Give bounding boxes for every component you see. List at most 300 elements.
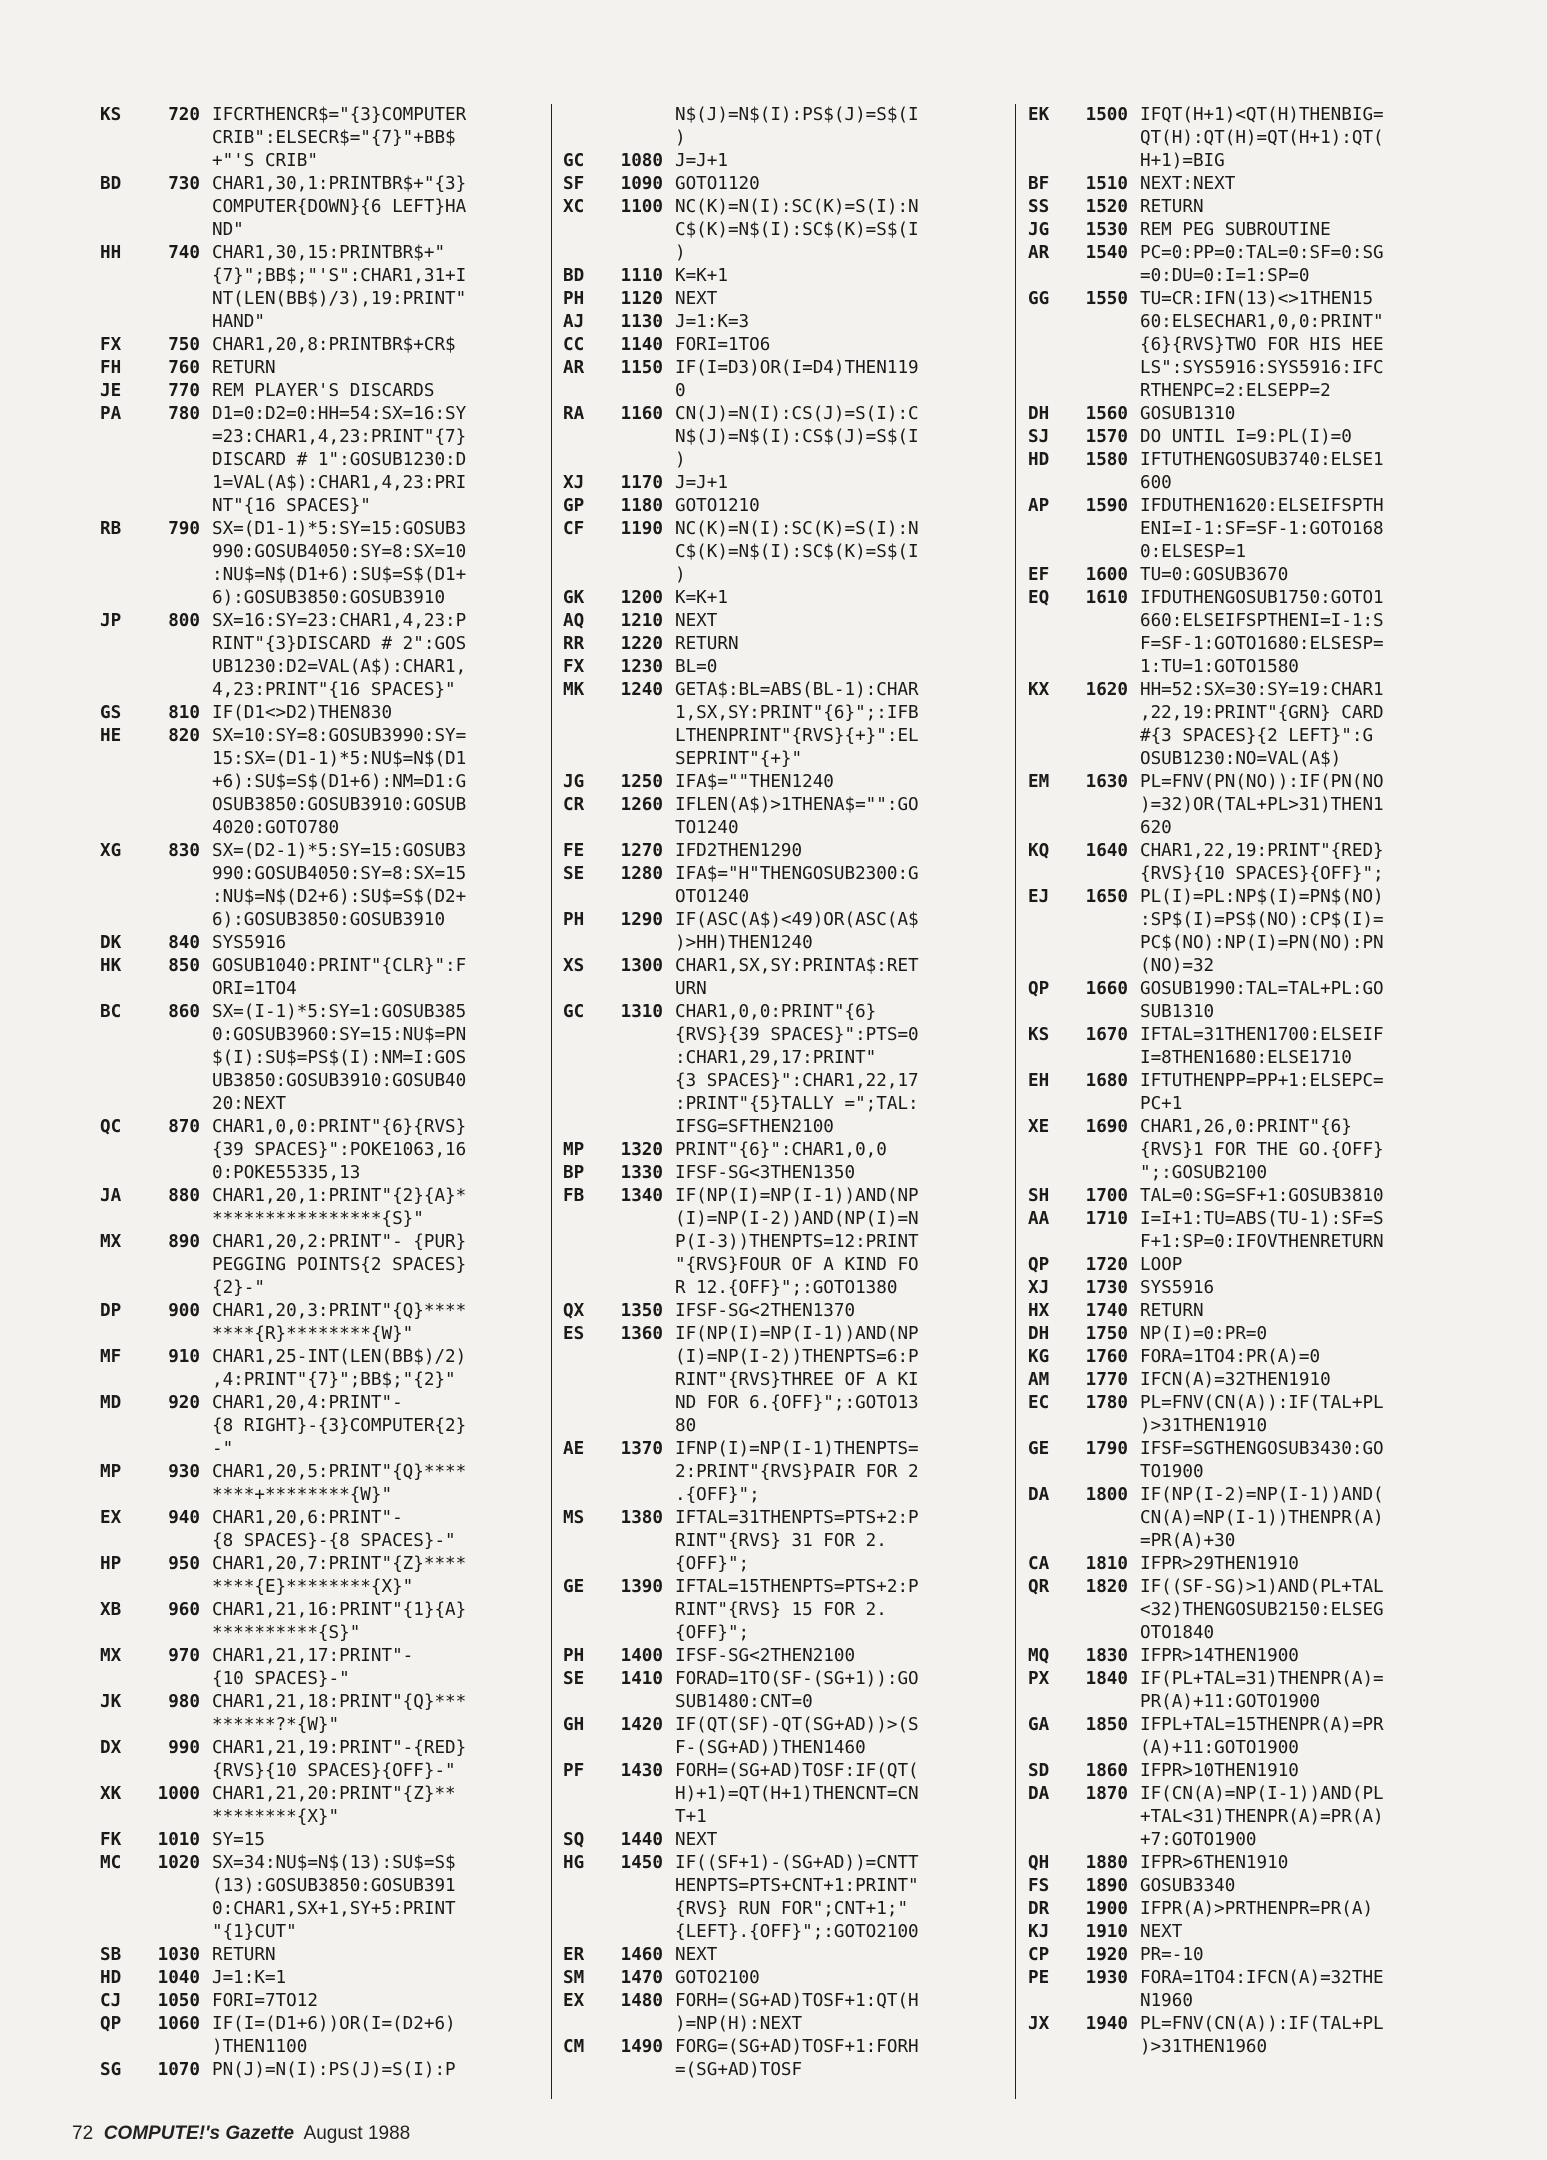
code-text <box>1140 1875 1468 1898</box>
line-number: 990 <box>168 1738 200 1758</box>
code-segment: SYS5916 <box>212 933 287 953</box>
issue-date: August 1988 <box>303 2123 411 2144</box>
code-line <box>563 955 1003 1001</box>
line-number: 1860 <box>1085 1761 1128 1781</box>
checksum: DH <box>1028 1324 1050 1344</box>
code-text <box>675 863 1003 909</box>
code-text <box>675 357 1003 403</box>
code-segment: SY=15 <box>212 1830 265 1850</box>
line-number: 1480 <box>620 1991 663 2011</box>
code-segment: IFD2THEN1290 <box>675 841 803 861</box>
checksum: GS <box>100 703 122 723</box>
line-number: 1490 <box>620 2037 663 2057</box>
checksum: SM <box>563 1968 585 1988</box>
line-number: 1370 <box>620 1439 663 1459</box>
line-number: 1010 <box>157 1830 200 1850</box>
code-line <box>1028 679 1468 771</box>
code-text <box>675 334 1003 357</box>
line-number: 1750 <box>1085 1324 1128 1344</box>
code-segment: CHAR1,20,3:PRINT"{Q}**** <box>212 1301 467 1321</box>
code-segment: DISCARD # 1":GOSUB1230:D <box>212 450 467 470</box>
code-line <box>100 2059 540 2082</box>
line-number: 880 <box>168 1186 200 1206</box>
code-segment: NEXT <box>675 1945 718 1965</box>
line-number: 1350 <box>620 1301 663 1321</box>
code-line <box>100 840 540 932</box>
code-segment: H)+1)=QT(H+1)THENCNT=CN <box>675 1784 919 1804</box>
code-text <box>675 1852 1003 1944</box>
code-text <box>1140 679 1468 771</box>
checksum: MX <box>100 1232 122 1252</box>
code-line <box>1028 1576 1468 1645</box>
code-segment: IF(NP(I)=NP(I-1))AND(NP <box>675 1186 919 1206</box>
checksum: BD <box>563 266 585 286</box>
code-text <box>212 380 540 403</box>
checksum: AE <box>563 1439 585 1459</box>
code-segment: 990:GOSUB4050:SY=8:SX=10 <box>212 542 467 562</box>
code-segment: RETURN <box>212 1945 276 1965</box>
code-segment: D1=0:D2=0:HH=54:SX=16:SY <box>212 404 467 424</box>
checksum: FH <box>100 358 122 378</box>
code-line <box>100 1990 540 2013</box>
code-text <box>675 1990 1003 2036</box>
code-segment: -" <box>212 1439 234 1459</box>
checksum: MP <box>563 1140 585 1160</box>
checksum: EK <box>1028 105 1050 125</box>
line-number: 1820 <box>1085 1577 1128 1597</box>
code-segment: N$(J)=N$(I):PS$(J)=S$(I <box>675 105 919 125</box>
checksum: JP <box>100 611 122 631</box>
code-text <box>675 1139 1003 1162</box>
code-text <box>1140 2013 1468 2059</box>
code-segment: RINT"{RVS} 31 FOR 2. <box>675 1531 887 1551</box>
code-segment: ****************{S}" <box>212 1209 424 1229</box>
line-number: 870 <box>168 1117 200 1137</box>
line-number: 720 <box>168 105 200 125</box>
code-segment: {LEFT}.{OFF}";:GOTO2100 <box>675 1922 919 1942</box>
checksum: KS <box>100 105 122 125</box>
code-segment: J=J+1 <box>675 151 728 171</box>
code-line <box>100 1507 540 1553</box>
code-segment: UB3850:GOSUB3910:GOSUB40 <box>212 1071 467 1091</box>
line-number: 1410 <box>620 1669 663 1689</box>
code-segment: 0:GOSUB3960:SY=15:NU$=PN <box>212 1025 467 1045</box>
code-segment: {7}";BB$;"'S":CHAR1,31+I <box>212 266 467 286</box>
code-text <box>1140 1277 1468 1300</box>
checksum: JE <box>100 381 122 401</box>
code-segment: 620 <box>1140 818 1172 838</box>
line-number: 1640 <box>1085 841 1128 861</box>
line-number: 1150 <box>620 358 663 378</box>
line-number <box>603 104 675 150</box>
line-number: 900 <box>168 1301 200 1321</box>
line-number: 960 <box>168 1600 200 1620</box>
code-text <box>1140 1645 1468 1668</box>
code-text <box>675 173 1003 196</box>
checksum: AR <box>1028 243 1050 263</box>
line-number: 1710 <box>1085 1209 1128 1229</box>
code-line <box>563 1162 1003 1185</box>
checksum: QP <box>100 2014 122 2034</box>
checksum: FS <box>1028 1876 1050 1896</box>
code-line <box>563 334 1003 357</box>
line-number: 790 <box>168 519 200 539</box>
code-line <box>100 2013 540 2059</box>
code-text <box>675 1300 1003 1323</box>
line-number: 1700 <box>1085 1186 1128 1206</box>
code-text <box>212 1185 540 1231</box>
code-segment: J=J+1 <box>675 473 728 493</box>
checksum: BC <box>100 1002 122 1022</box>
line-number: 1940 <box>1085 2014 1128 2034</box>
code-line <box>1028 495 1468 564</box>
line-number: 730 <box>168 174 200 194</box>
line-number: 1190 <box>620 519 663 539</box>
code-segment: ND FOR 6.{OFF}";:GOTO13 <box>675 1393 919 1413</box>
checksum: QP <box>1028 1255 1050 1275</box>
checksum: SG <box>100 2060 122 2080</box>
line-number: 1210 <box>620 611 663 631</box>
code-line <box>1028 1185 1468 1208</box>
line-number: 1520 <box>1085 197 1128 217</box>
checksum: DP <box>100 1301 122 1321</box>
line-number: 1550 <box>1085 289 1128 309</box>
checksum: JG <box>1028 220 1050 240</box>
checksum: ER <box>563 1945 585 1965</box>
code-segment: CHAR1,30,1:PRINTBR$+"{3} <box>212 174 467 194</box>
checksum: XJ <box>563 473 585 493</box>
line-number: 980 <box>168 1692 200 1712</box>
checksum <box>563 104 603 150</box>
code-segment: GOTO1120 <box>675 174 760 194</box>
code-line <box>100 1645 540 1691</box>
code-text <box>675 1944 1003 1967</box>
line-number: 1910 <box>1085 1922 1128 1942</box>
checksum: GA <box>1028 1715 1050 1735</box>
code-segment: 600 <box>1140 473 1172 493</box>
code-segment: IFDUTHEN1620:ELSEIFSPTH <box>1140 496 1384 516</box>
code-line <box>563 909 1003 955</box>
code-text <box>675 1507 1003 1576</box>
checksum: ES <box>563 1324 585 1344</box>
line-number: 1380 <box>620 1508 663 1528</box>
checksum: HK <box>100 956 122 976</box>
code-line <box>563 495 1003 518</box>
checksum: EF <box>1028 565 1050 585</box>
code-line <box>1028 1070 1468 1116</box>
checksum: EX <box>563 1991 585 2011</box>
code-segment: 6):GOSUB3850:GOSUB3910 <box>212 588 446 608</box>
code-segment: IF((SF+1)-(SG+AD))=CNTT <box>675 1853 919 1873</box>
code-segment: CHAR1,26,0:PRINT"{6} <box>1140 1117 1352 1137</box>
line-number: 1360 <box>620 1324 663 1344</box>
code-segment: C$(K)=N$(I):SC$(K)=S$(I <box>675 542 919 562</box>
line-number: 1630 <box>1085 772 1128 792</box>
checksum: EC <box>1028 1393 1050 1413</box>
code-text <box>675 1185 1003 1300</box>
code-segment: SX=10:SY=8:GOSUB3990:SY= <box>212 726 467 746</box>
code-segment: IFTAL=31THENPTS=PTS+2:P <box>675 1508 919 1528</box>
code-segment: IFPR(A)>PRTHENPR=PR(A) <box>1140 1899 1374 1919</box>
code-text <box>212 1461 540 1507</box>
code-segment: K=K+1 <box>675 266 728 286</box>
code-text <box>675 288 1003 311</box>
checksum: DX <box>100 1738 122 1758</box>
code-text <box>212 1300 540 1346</box>
checksum: KQ <box>1028 841 1050 861</box>
checksum: JG <box>563 772 585 792</box>
checksum: CC <box>563 335 585 355</box>
line-number: 1320 <box>620 1140 663 1160</box>
code-segment: FORI=7TO12 <box>212 1991 318 2011</box>
code-text <box>212 2013 540 2059</box>
code-text <box>1140 1369 1468 1392</box>
code-line <box>100 1461 540 1507</box>
code-segment: {3 SPACES}":CHAR1,22,17 <box>675 1071 919 1091</box>
code-line <box>1028 403 1468 426</box>
checksum: MD <box>100 1393 122 1413</box>
checksum: CA <box>1028 1554 1050 1574</box>
code-text <box>1140 242 1468 288</box>
code-line <box>1028 587 1468 679</box>
line-number: 1830 <box>1085 1646 1128 1666</box>
code-segment: F=SF-1:GOTO1680:ELSESP= <box>1140 634 1384 654</box>
code-segment: 0:POKE55335,13 <box>212 1163 361 1183</box>
code-segment: BL=0 <box>675 657 718 677</box>
code-line <box>563 196 1003 265</box>
code-line <box>100 725 540 840</box>
code-line <box>1028 2013 1468 2059</box>
code-segment: 80 <box>675 1416 697 1436</box>
code-line <box>1028 1277 1468 1300</box>
line-number: 770 <box>168 381 200 401</box>
code-text <box>1140 771 1468 840</box>
code-segment: )>HH)THEN1240 <box>675 933 813 953</box>
line-number: 1900 <box>1085 1899 1128 1919</box>
code-segment: IFSF-SG<2THEN2100 <box>675 1646 856 1666</box>
checksum: FX <box>563 657 585 677</box>
code-segment: IF(D1<>D2)THEN830 <box>212 703 393 723</box>
line-number: 920 <box>168 1393 200 1413</box>
checksum: XB <box>100 1600 122 1620</box>
code-text <box>212 1852 540 1944</box>
code-line <box>100 1967 540 1990</box>
code-segment: ) <box>675 565 686 585</box>
code-line <box>563 472 1003 495</box>
code-segment: SEPRINT"{+}" <box>675 749 803 769</box>
code-segment: IFSG=SFTHEN2100 <box>675 1117 834 1137</box>
code-segment: )>31THEN1910 <box>1140 1416 1268 1436</box>
code-segment: TAL=0:SG=SF+1:GOSUB3810 <box>1140 1186 1384 1206</box>
checksum: AQ <box>563 611 585 631</box>
line-number: 1260 <box>620 795 663 815</box>
checksum: PF <box>563 1761 585 1781</box>
code-text <box>1140 1208 1468 1254</box>
code-line <box>1028 771 1468 840</box>
code-segment: NEXT <box>675 289 718 309</box>
checksum: DH <box>1028 404 1050 424</box>
code-segment: IF(QT(SF)-QT(SG+AD))>(S <box>675 1715 919 1735</box>
code-text <box>212 1645 540 1691</box>
code-segment: TU=0:GOSUB3670 <box>1140 565 1289 585</box>
code-segment: +TAL<31)THENPR(A)=PR(A) <box>1140 1807 1384 1827</box>
code-segment: {RVS}{10 SPACES}{OFF}"; <box>1140 864 1384 884</box>
code-segment: IFTAL=31THEN1700:ELSEIF <box>1140 1025 1384 1045</box>
code-segment: IF(NP(I)=NP(I-1))AND(NP <box>675 1324 919 1344</box>
code-line <box>1028 1369 1468 1392</box>
code-segment: PEGGING POINTS{2 SPACES} <box>212 1255 467 1275</box>
line-number: 1140 <box>620 335 663 355</box>
code-line <box>563 840 1003 863</box>
code-text <box>1140 1944 1468 1967</box>
code-text <box>212 1783 540 1829</box>
checksum: GK <box>563 588 585 608</box>
code-line <box>1028 1254 1468 1277</box>
code-text <box>675 311 1003 334</box>
checksum: FX <box>100 335 122 355</box>
line-number: 1300 <box>620 956 663 976</box>
code-line <box>100 242 540 334</box>
code-text <box>675 472 1003 495</box>
line-number: 1730 <box>1085 1278 1128 1298</box>
code-text <box>675 794 1003 840</box>
code-segment: I=8THEN1680:ELSE1710 <box>1140 1048 1352 1068</box>
checksum: FB <box>563 1186 585 1206</box>
code-segment: GOTO2100 <box>675 1968 760 1988</box>
checksum: AR <box>563 358 585 378</box>
code-segment: "{1}CUT" <box>212 1922 297 1942</box>
checksum: AM <box>1028 1370 1050 1390</box>
code-text <box>675 1323 1003 1438</box>
code-text <box>1140 426 1468 449</box>
line-number: 950 <box>168 1554 200 1574</box>
code-text <box>675 196 1003 265</box>
line-number: 1680 <box>1085 1071 1128 1091</box>
line-number: 1920 <box>1085 1945 1128 1965</box>
code-line <box>563 403 1003 472</box>
line-number: 1570 <box>1085 427 1128 447</box>
code-line <box>1028 426 1468 449</box>
code-text <box>212 1392 540 1461</box>
line-number: 1330 <box>620 1163 663 1183</box>
listing-column-2 <box>563 104 1003 2082</box>
code-segment: DO UNTIL I=9:PL(I)=0 <box>1140 427 1352 447</box>
code-line <box>100 1553 540 1599</box>
checksum: GC <box>563 1002 585 1022</box>
code-segment: {6}{RVS}TWO FOR HIS HEE <box>1140 335 1384 355</box>
checksum: MQ <box>1028 1646 1050 1666</box>
checksum: HX <box>1028 1301 1050 1321</box>
code-segment: IF(CN(A)=NP(I-1))AND(PL <box>1140 1784 1384 1804</box>
code-text <box>1140 196 1468 219</box>
code-line <box>1028 196 1468 219</box>
code-segment: 4020:GOTO780 <box>212 818 340 838</box>
code-segment: IFQT(H+1)<QT(H)THENBIG= <box>1140 105 1384 125</box>
code-segment: (I)=NP(I-2))THENPTS=6:P <box>675 1347 919 1367</box>
code-line <box>563 1323 1003 1438</box>
line-number: 1620 <box>1085 680 1128 700</box>
line-number: 1760 <box>1085 1347 1128 1367</box>
code-segment: ****{E}********{X}" <box>212 1577 414 1597</box>
code-text <box>675 1162 1003 1185</box>
line-number: 860 <box>168 1002 200 1022</box>
checksum: XJ <box>1028 1278 1050 1298</box>
line-number: 1290 <box>620 910 663 930</box>
code-text <box>1140 1898 1468 1921</box>
code-segment: 6):GOSUB3850:GOSUB3910 <box>212 910 446 930</box>
code-line <box>563 104 1003 150</box>
line-number: 1650 <box>1085 887 1128 907</box>
code-line <box>100 1599 540 1645</box>
column-divider <box>1015 104 1016 2099</box>
code-line <box>100 334 540 357</box>
code-line <box>1028 1392 1468 1438</box>
code-segment: IFPR>10THEN1910 <box>1140 1761 1299 1781</box>
code-segment: 0:ELSESP=1 <box>1140 542 1246 562</box>
code-line <box>563 587 1003 610</box>
code-segment: ****{R}********{W}" <box>212 1324 414 1344</box>
line-number: 1770 <box>1085 1370 1128 1390</box>
code-segment: NEXT <box>675 1830 718 1850</box>
code-segment: HENPTS=PTS+CNT+1:PRINT" <box>675 1876 919 1896</box>
code-line <box>1028 1852 1468 1875</box>
code-line <box>563 1576 1003 1645</box>
code-text <box>675 955 1003 1001</box>
code-line <box>563 1668 1003 1714</box>
code-segment: "{RVS}FOUR OF A KIND FO <box>675 1255 919 1275</box>
code-line <box>1028 1484 1468 1553</box>
code-line <box>100 357 540 380</box>
code-segment: CHAR1,20,7:PRINT"{Z}**** <box>212 1554 467 1574</box>
code-text <box>212 610 540 702</box>
line-number: 1110 <box>620 266 663 286</box>
code-line <box>1028 1898 1468 1921</box>
code-segment: CN(A)=NP(I-1))THENPR(A) <box>1140 1508 1384 1528</box>
code-segment: IFCRTHENCR$="{3}COMPUTER <box>212 105 467 125</box>
checksum: SE <box>563 1669 585 1689</box>
code-text <box>1140 978 1468 1024</box>
code-text <box>212 932 540 955</box>
code-segment: GETA$:BL=ABS(BL-1):CHAR <box>675 680 919 700</box>
checksum: PX <box>1028 1669 1050 1689</box>
line-number: 1130 <box>620 312 663 332</box>
code-text <box>212 357 540 380</box>
code-line <box>1028 1438 1468 1484</box>
code-segment: .{OFF}"; <box>675 1485 760 1505</box>
checksum: GC <box>563 151 585 171</box>
line-number: 1460 <box>620 1945 663 1965</box>
checksum: XC <box>563 197 585 217</box>
code-line <box>1028 1116 1468 1185</box>
line-number: 1050 <box>157 1991 200 2011</box>
code-line <box>1028 1668 1468 1714</box>
code-segment: PL=FNV(CN(A)):IF(TAL+PL <box>1140 1393 1384 1413</box>
code-segment: (13):GOSUB3850:GOSUB391 <box>212 1876 456 1896</box>
code-segment: NEXT:NEXT <box>1140 174 1236 194</box>
code-segment: TO1900 <box>1140 1462 1204 1482</box>
code-segment: PRINT"{6}":CHAR1,0,0 <box>675 1140 887 1160</box>
code-segment: CHAR1,20,2:PRINT"- {PUR} <box>212 1232 467 1252</box>
line-number: 1890 <box>1085 1876 1128 1896</box>
code-segment: RTHENPC=2:ELSEPP=2 <box>1140 381 1331 401</box>
line-number: 1240 <box>620 680 663 700</box>
checksum: MX <box>100 1646 122 1666</box>
line-number: 1590 <box>1085 496 1128 516</box>
checksum: MK <box>563 680 585 700</box>
checksum: HH <box>100 243 122 263</box>
code-segment: GOSUB3340 <box>1140 1876 1236 1896</box>
line-number: 1870 <box>1085 1784 1128 1804</box>
